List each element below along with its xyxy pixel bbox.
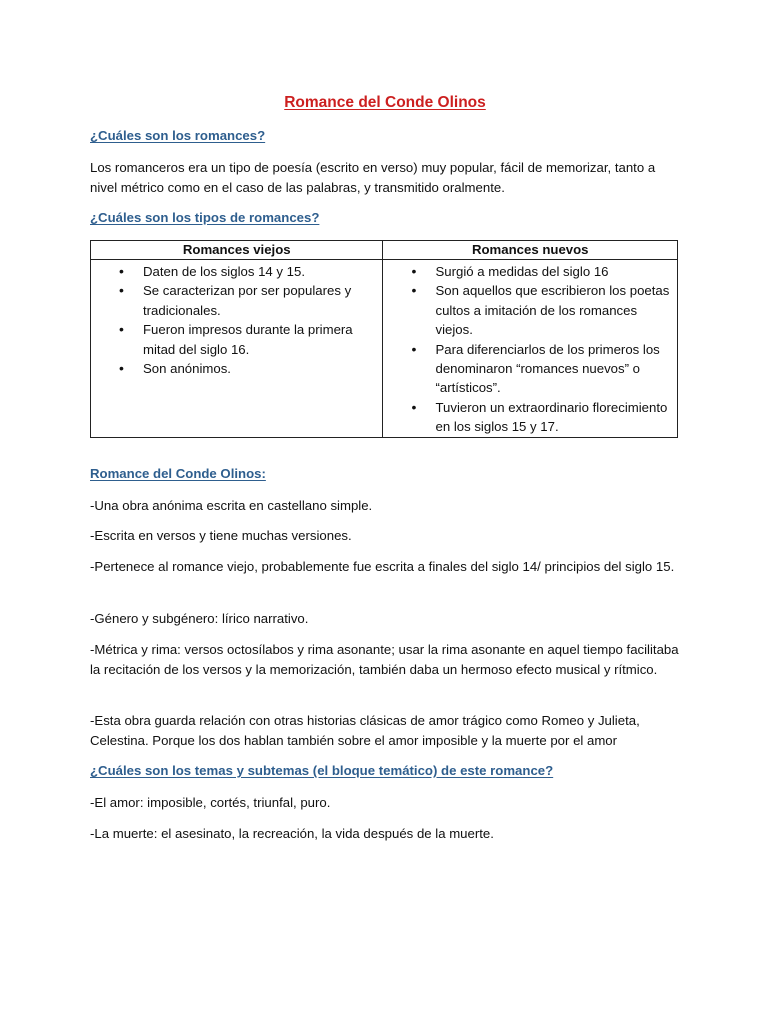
paragraph-romances-definition: Los romanceros era un tipo de poesía (escrito en verso) muy popular, fácil de memorizar, tanto a nivel métrico como en el caso de las palabras, y transmitido oralmente. <box>90 160 656 195</box>
list-item: • Para diferenciarlos de los primeros los denominaron “romances nuevos” o “artísticos”. <box>435 340 677 398</box>
list-item: • Son aquellos que escribieron los poetas cultos a imitación de los romances viejos. <box>435 281 677 339</box>
list-item: • Se caracterizan por ser populares y tradicionales. <box>143 281 382 320</box>
paragraph-point: -Escrita en versos y tiene muchas versiones. <box>90 528 352 543</box>
document-title-text: Romance del Conde Olinos <box>284 94 486 111</box>
table-header-viejos: Romances viejos <box>91 241 383 260</box>
romance-types-table <box>90 240 678 438</box>
heading-what-are-romances: ¿Cuáles son los romances? <box>90 128 266 143</box>
paragraph-point: -Esta obra guarda relación con otras historias clásicas de amor trágico como Romeo y Julieta, Celestina. Porque los dos hablan también sobre el amor imposible y la muerte por el amor <box>90 713 640 748</box>
list-item: • Son anónimos. <box>143 359 382 378</box>
paragraph-point: -La muerte: el asesinato, la recreación, la vida después de la muerte. <box>90 826 494 841</box>
table-header-nuevos: Romances nuevos <box>383 241 678 260</box>
list-viejos <box>91 262 382 378</box>
table-header-row <box>91 241 678 260</box>
table-row <box>91 260 678 438</box>
heading-types-of-romances: ¿Cuáles son los tipos de romances? <box>90 210 320 225</box>
list-item: • Daten de los siglos 14 y 15. <box>143 262 382 281</box>
paragraph-point: -Una obra anónima escrita en castellano simple. <box>90 498 373 513</box>
list-item: • Fueron impresos durante la primera mitad del siglo 16. <box>143 320 382 359</box>
paragraph-point: -Género y subgénero: lírico narrativo. <box>90 611 309 626</box>
document-title <box>90 94 680 112</box>
table-cell-nuevos <box>383 260 678 438</box>
paragraph-point: -Métrica y rima: versos octosílabos y rima asonante; usar la rima asonante en aquel tiempo facilitaba la recitación de los versos y la memorización, también daba un hermoso efecto musical y rítmico. <box>90 642 679 677</box>
heading-conde-olinos: Romance del Conde Olinos: <box>90 466 266 481</box>
paragraph-point: -Pertenece al romance viejo, probablemente fue escrita a finales del siglo 14/ principios del siglo 15. <box>90 559 675 574</box>
list-item: • Tuvieron un extraordinario florecimiento en los siglos 15 y 17. <box>435 398 677 437</box>
list-item: • Surgió a medidas del siglo 16 <box>435 262 677 281</box>
paragraph-point: -El amor: imposible, cortés, triunfal, puro. <box>90 795 331 810</box>
heading-themes-subthemes: ¿Cuáles son los temas y subtemas (el bloque temático) de este romance? <box>90 763 554 778</box>
list-nuevos <box>383 262 677 437</box>
table-cell-viejos <box>91 260 383 438</box>
